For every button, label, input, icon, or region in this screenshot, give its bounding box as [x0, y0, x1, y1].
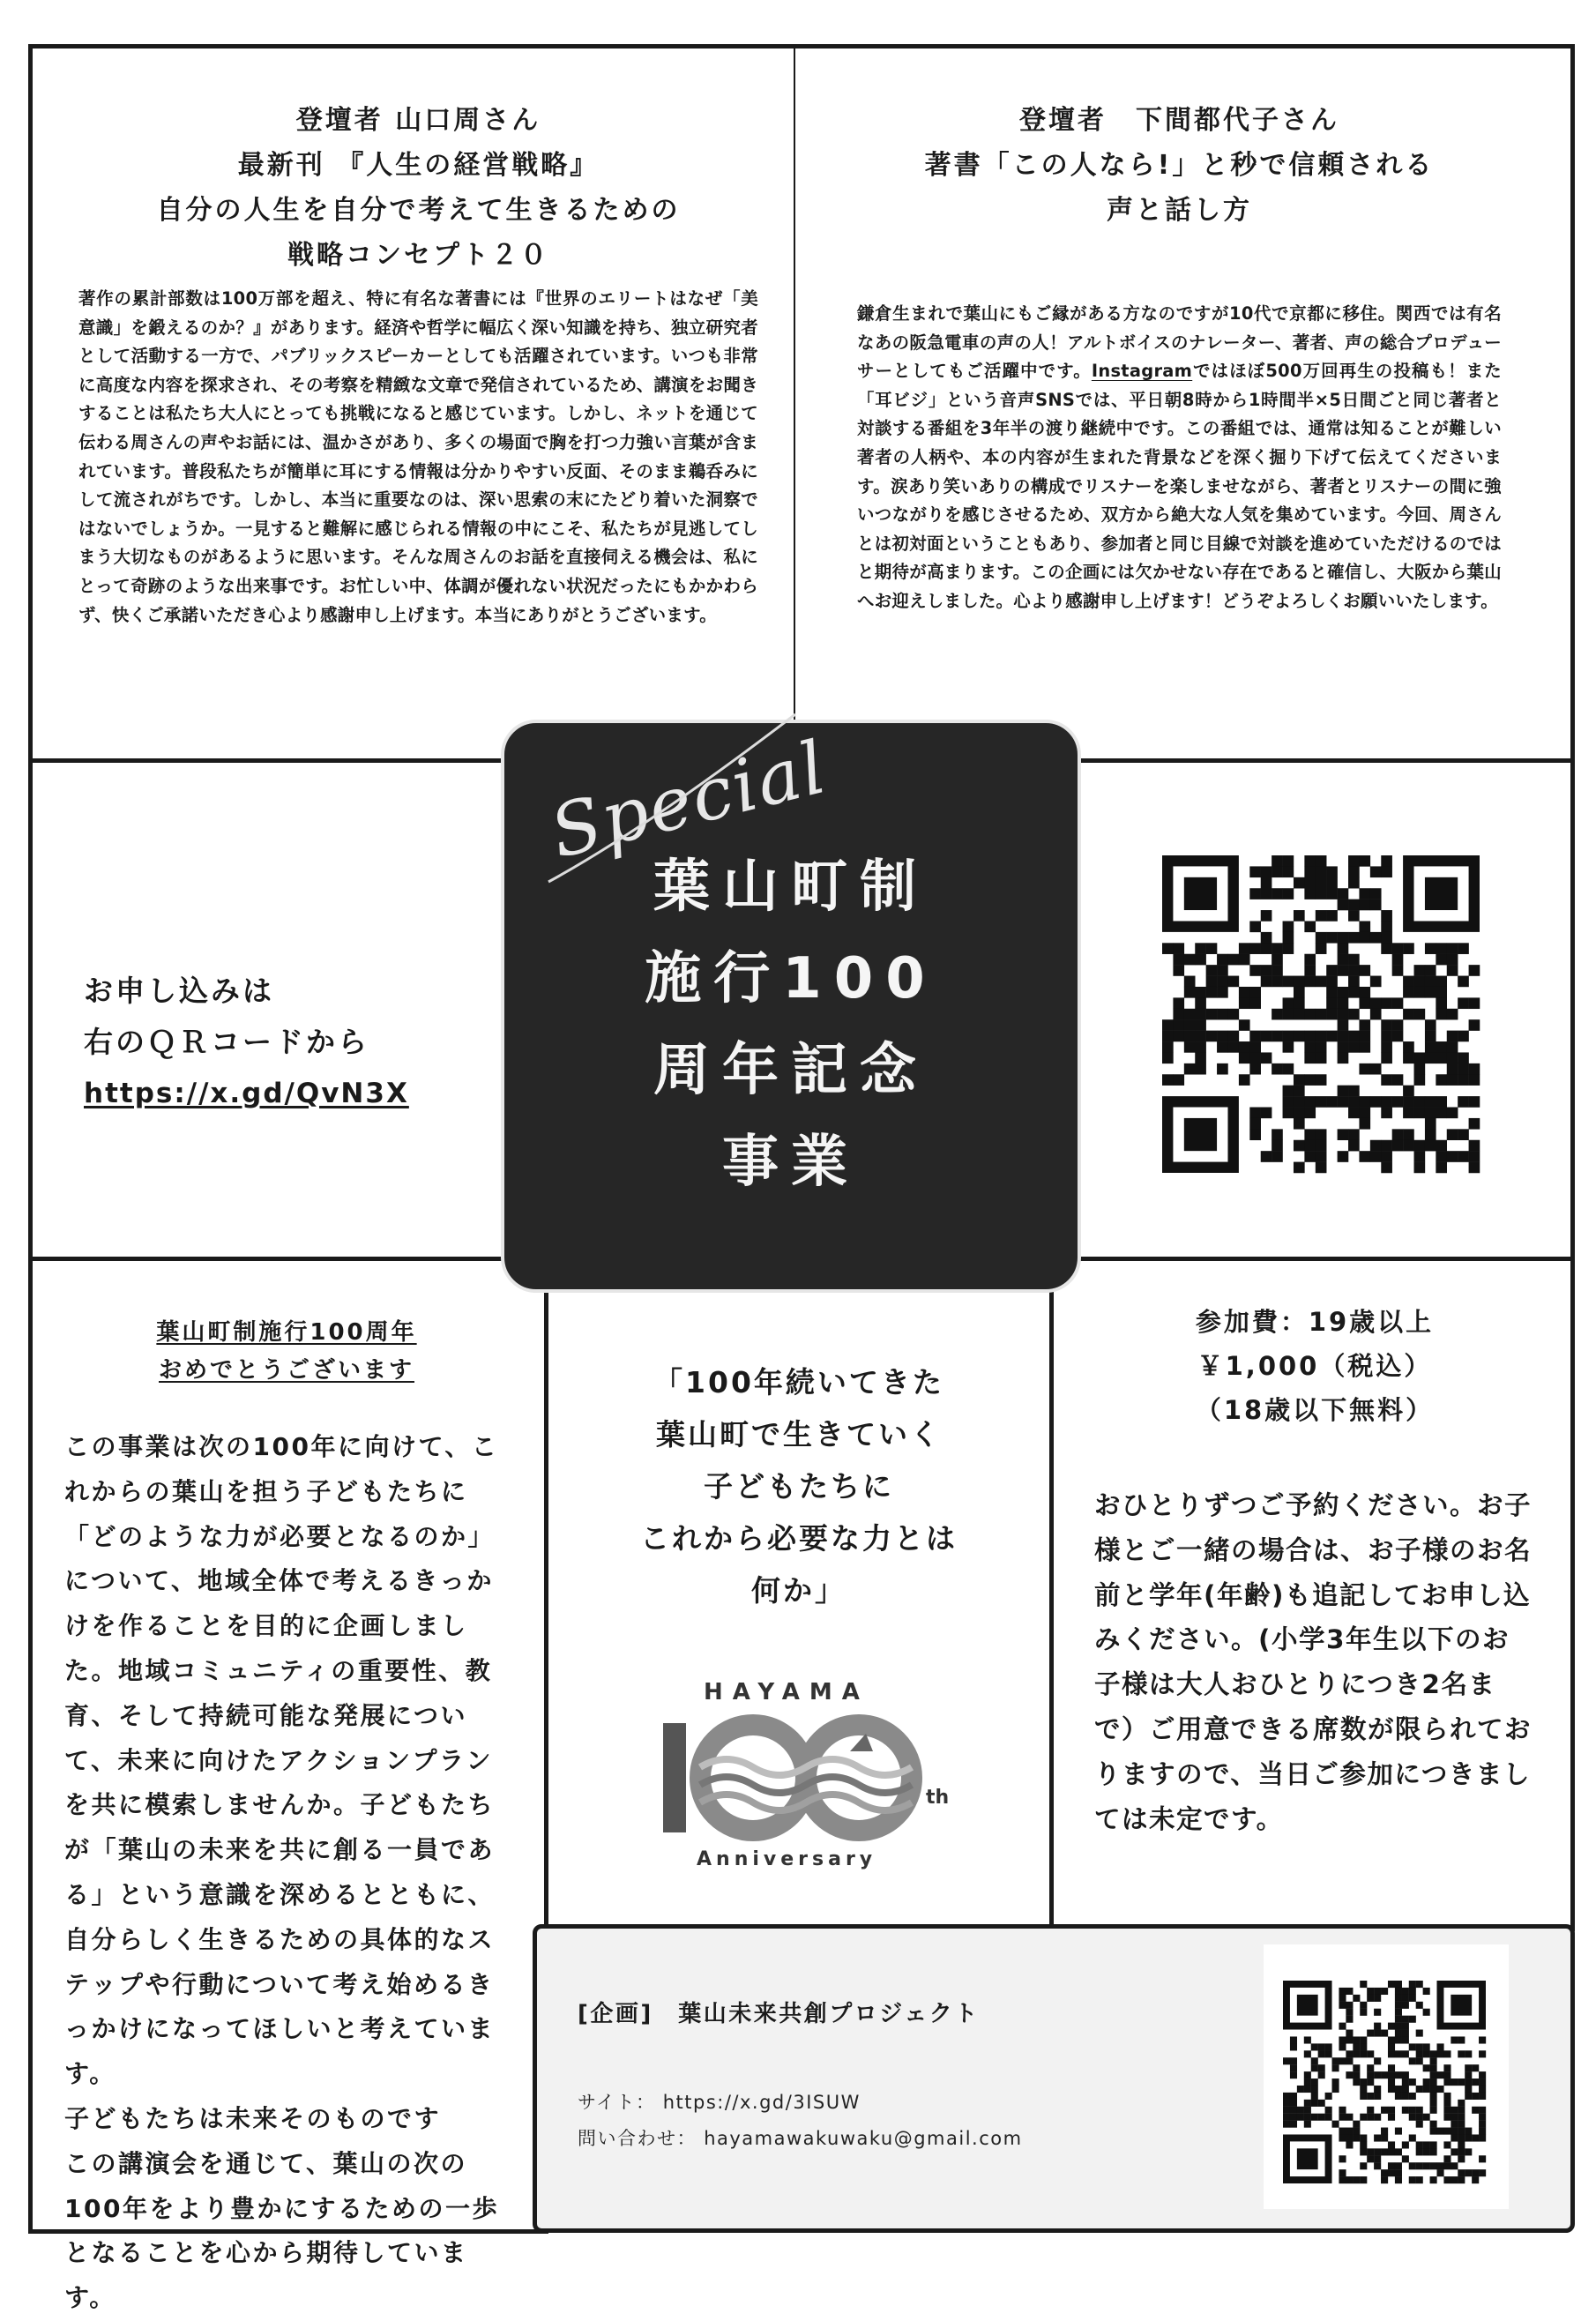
congrats-title-1: 葉山町制施行100周年 [156, 1319, 417, 1346]
speaker1-book-title: 最新刊 『人生の経営戦略』 [237, 150, 600, 181]
theme-question-2: 葉山町で生きていく [656, 1417, 942, 1452]
logo-100-mark [661, 1716, 952, 1840]
contact-email-link[interactable]: hayamawakuwaku@gmail.com [704, 2128, 1023, 2149]
speaker1-book-subtitle-2: 戦略コンセプト２０ [287, 240, 549, 271]
congrats-title-2: おめでとうございます [158, 1357, 414, 1384]
apply-line-2: 右のＱＲコードから [84, 1025, 369, 1059]
speaker2-panel [794, 44, 1575, 763]
congrats-panel [28, 1257, 548, 2313]
speaker2-book-subtitle: 声と話し方 [1107, 195, 1252, 226]
site-url-link[interactable]: https://x.gd/3ISUW [662, 2092, 861, 2113]
instagram-link[interactable]: Instagram [1091, 361, 1193, 382]
site-label: サイト： [578, 2092, 656, 2113]
event-title-line-1: 葉山町制 [653, 855, 929, 920]
theme-question-1: 「100年続いてきた [653, 1365, 944, 1399]
theme-question-4: これから必要な力とは [640, 1521, 958, 1556]
apply-url-link[interactable]: https://x.gd/QvN3X [84, 1078, 409, 1109]
speaker2-title: 登壇者 下間都代子さん [1019, 105, 1339, 136]
logo-hayama-text: HAYAMA [704, 1679, 869, 1705]
event-title-line-3: 周年記念 [653, 1038, 929, 1103]
speaker2-bio-lead: 鎌倉生まれで葉山にもご縁がある方なのですが10代で京都に移住。関西では有名なあの阪急電車の声の人！アルトボイスのナレーター、著者、声の総合プロデューサーとしてもご活躍中です。 [857, 303, 1502, 382]
speaker2-bio [857, 300, 1502, 616]
fee-free-note: （18歳以下無料） [1195, 1395, 1435, 1425]
speaker2-book-title: 著書「この人なら!」と秒で信頼される [924, 150, 1435, 181]
speaker1-title: 登壇者 山口周さん [295, 105, 541, 136]
organizer-site [578, 2085, 1023, 2121]
organizer-contact [578, 2121, 1023, 2157]
theme-panel [544, 1257, 1054, 1931]
speaker1-bio: 著作の累計部数は100万部を超え、特に有名な著書には『世界のエリートはなぜ「美意識」を鍛えるのか？』があります。経済や哲学に幅広く深い知識を持ち、独立研究者として活動する一方で、パブリックスピーカーとしても活躍されています。いつも非常に高度な内容を探求され、その考察を精緻な文章で発信されているため、講演をお聞きすることは私たち大人にとっても挑戦になると感じています。しかし、ネットを通じて伝わる周さんの声やお話には、温かさがあり、多くの場面で胸を打つ力強い言葉が含まれています。普段私たちが簡単に耳にする情報は分かりやすい反面、そのまま鵜呑みにして流されがちです。しかし、本当に重要なのは、深い思索の末にたどり着いた洞察ではないでしょうか。一見すると難解に感じられる情報の中にこそ、私たちが見逃してしまう大切なものがあるように思います。そんな周さんのお話を直接伺える機会は、私にとって奇跡のような出来事です。お忙しい中、体調が優れない状況だったにもかかわらず、快くご承諾いただき心より感謝申し上げます。本当にありがとうございます。 [78, 288, 758, 625]
fee-body: おひとりずつご予約ください。お子様とご一緒の場合は、お子様のお名前と学年(年齢)も追記してお申し込みください。(小学3年生以下のお子様は大人おひとりにつき2名まで）ご用意できる席数が限られておりますので、当日ご参加につきましては未定です。 [1094, 1490, 1533, 1834]
fee-line-1: 参加費：19歳以上 [1195, 1307, 1435, 1337]
theme-question-3: 子どもたちに [704, 1469, 894, 1504]
registration-qr-code[interactable] [1162, 855, 1480, 1173]
speaker2-bio-rest: ではほぼ500万回再生の投稿も！また「耳ビジ」という音声SNSでは、平日朝8時から1時間半×5日間ごと同じ著者と対談する番組を3年半の渡り継続中です。この番組では、通常は知ることが難しい著者の人柄や、本の内容が生まれた背景などを深く掘り下げて伝えてくださいます。涙あり笑いありの構成でリスナーを楽しませながら、著者とリスナーの間に強いつながりを感じさせるため、双方から絶大な人気を集めています。今回、周さんとは初対面ということもあり、参加者と同じ目線で対談を進めていただけるのではと期待が高まります。この企画には欠かせない存在であると確信し、大阪から葉山へお迎えしました。心より感謝申し上げます！どうぞよろしくお願いいたします。 [857, 361, 1502, 611]
congrats-body: この事業は次の100年に向けて、これからの葉山を担う子どもたちに「どのような力が必要となるのか」について、地域全体で考えるきっかけを作ることを目的に企画しました。地域コミュニティの重要性、教育、そして持続可能な発展について、未来に向けたアクションプランを共に模索しませんか。子どもたちが「葉山の未来を共に創る一員である」という意識を深めるとともに、自分らしく生きるための具体的なステップや行動について考え始めるきっかけになってほしいと考えています。 子どもたちは未来そのものです この講演会を通じて、葉山の次の100年をより豊かにするための一歩となることを心から期待しています。 [64, 1432, 499, 2313]
event-title-line-2: 施行100 [645, 946, 937, 1011]
speaker1-panel [28, 44, 795, 763]
organizer-site-qr-code[interactable] [1283, 1981, 1486, 2183]
contact-label: 問い合わせ： [578, 2128, 697, 2149]
special-script-text: Special [542, 725, 836, 876]
logo-anniversary-text: Anniversary [697, 1848, 877, 1870]
event-title-card [501, 720, 1081, 1293]
hayama-100th-logo [661, 1679, 952, 1882]
speaker1-book-subtitle: 自分の人生を自分で考えて生きるための [156, 195, 681, 226]
event-title-line-4: 事業 [722, 1130, 860, 1195]
fee-price: ￥1,000（税込） [1197, 1351, 1433, 1381]
theme-question-5: 何か」 [751, 1573, 846, 1608]
organizer-label: [企画] 葉山未来共創プロジェクト [578, 2001, 980, 2027]
fee-panel [1049, 1257, 1575, 1931]
apply-line-1: お申し込みは [84, 974, 274, 1008]
logo-th-text: th [926, 1787, 950, 1809]
